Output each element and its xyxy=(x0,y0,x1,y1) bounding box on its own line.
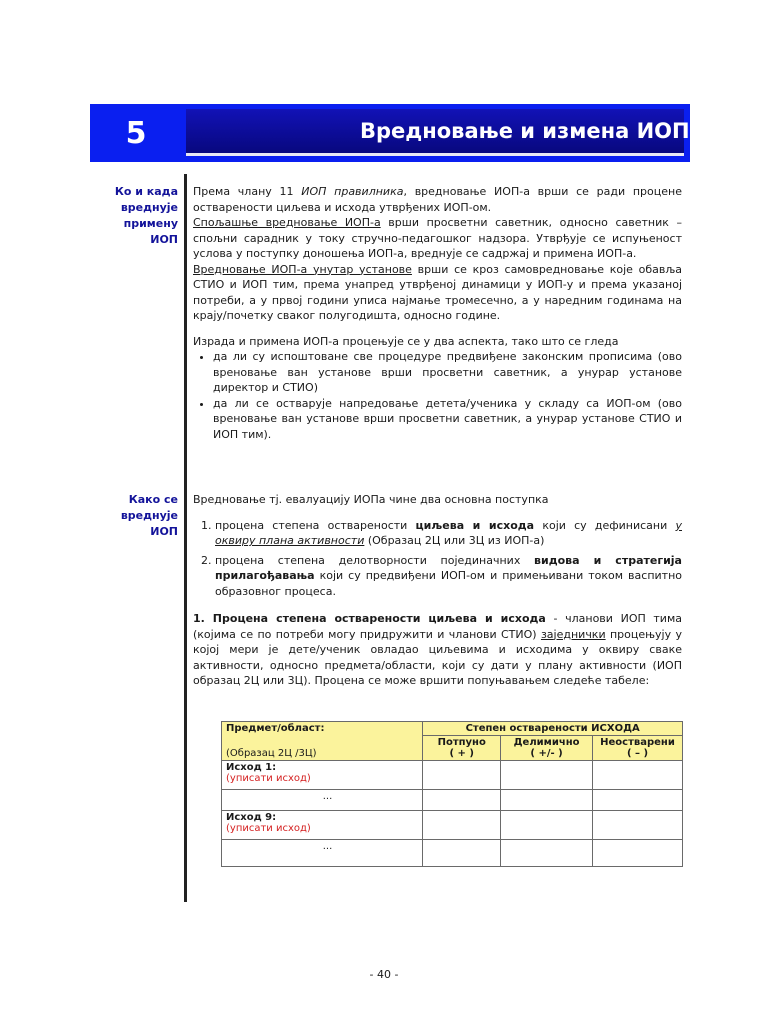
text: (Образац 2Ц или 3Ц из ИОП-а) xyxy=(364,534,545,547)
list-item: • да ли су испоштоване све процедуре предвиђене законским прописима (ово вреновање ван установе врши просветни саветник, а унурар установе директор и СТИО) xyxy=(213,349,682,396)
side-label-who-when xyxy=(96,184,178,248)
form-label: (Образац 2Ц /3Ц) xyxy=(226,748,317,759)
page-number: - 40 - xyxy=(369,968,399,981)
col-symbol: ( +/- ) xyxy=(530,748,563,759)
text: процена степена делотворности појединачних xyxy=(215,553,535,567)
outcomes-table xyxy=(221,721,683,867)
section-how xyxy=(193,492,682,689)
table-cell xyxy=(593,811,683,840)
text: видова и стратегија прилагођавања xyxy=(215,553,682,582)
text: - чланови ИОП тима (којима се по потреби могу придружити и чланови СТИО) xyxy=(193,612,682,641)
list-item xyxy=(215,518,682,549)
internal-evaluation-term: Вредновање ИОП-а унутар установе xyxy=(193,262,412,276)
side-label-line: Како се xyxy=(128,493,178,506)
table-cell xyxy=(501,840,593,867)
table-cell xyxy=(501,811,593,840)
outcome-hint: (уписати исход) xyxy=(226,823,311,834)
paragraph xyxy=(193,184,682,215)
paragraph xyxy=(193,262,682,324)
rulebook-ref: ИОП правилника xyxy=(301,185,404,198)
col-partial xyxy=(501,736,593,761)
table-header-row xyxy=(222,722,683,736)
side-label-line: ИОП xyxy=(150,525,178,538)
side-label-how xyxy=(96,492,178,540)
col-symbol: ( – ) xyxy=(626,748,649,759)
list-item xyxy=(215,553,682,600)
procedure-list xyxy=(193,518,682,600)
paragraph: Израда и примена ИОП-а процењује се у два аспекта, тако што се гледа xyxy=(193,334,619,348)
chapter-header xyxy=(90,104,713,162)
side-label-line: ИОП xyxy=(150,233,178,246)
table-cell xyxy=(423,840,501,867)
paragraph xyxy=(193,611,682,689)
table-row xyxy=(222,790,683,811)
group-header: Степен остварености ИСХОДА xyxy=(423,722,683,736)
side-label-line: вреднује xyxy=(120,201,178,214)
outcome-label: Исход 9: xyxy=(226,812,277,823)
table-cell xyxy=(593,790,683,811)
external-evaluation-term: Спољашње вредновање ИОП-а xyxy=(193,216,381,229)
col-label: Неостварени xyxy=(600,737,675,748)
chapter-number: 5 xyxy=(125,115,147,151)
col-label: Делимично xyxy=(513,737,580,748)
chapter-title: Вредновање и измена ИОП-а xyxy=(360,119,713,143)
table-cell xyxy=(423,761,501,790)
list-item: • да ли се остварује напредовање детета/ученика у складу са ИОП-ом (ово вреновање ван установе врши просветни саветник, а унурар установе СТИО и ИОП тим). xyxy=(213,396,682,443)
section-who-when xyxy=(193,184,682,442)
text: 1. Процена степена остварености циљева и исхода xyxy=(193,612,546,625)
ellipsis-cell: ... xyxy=(222,840,423,867)
text: процена степена остварености xyxy=(215,518,416,532)
outcome-cell xyxy=(222,811,423,840)
chapter-title-bar xyxy=(186,109,713,156)
subject-label: Предмет/област: xyxy=(226,723,325,734)
col-full xyxy=(423,736,501,761)
text: , вредновање ИОП-а врши се ради процене остварености циљева и исхода утврђених ИОП-ом. xyxy=(193,185,682,214)
col-not-achieved xyxy=(593,736,683,761)
side-label-line: примену xyxy=(123,217,178,230)
col-label: Потпуно xyxy=(437,737,486,748)
text: који су предвиђени ИОП-ом и примењивани током васпитно образовног процеса. xyxy=(215,569,682,598)
subject-header-cell xyxy=(222,722,423,761)
text: врши се кроз самовредновање које обавља СТИО и ИОП тим, према унапред утврђеној динамици у ИОП-у и према указаној потреби, а у првој години уписа најмање тромесечно, а у наредним годинама на крају/почетку сваког полугодишта, односно године. xyxy=(193,262,683,322)
outcome-hint: (уписати исход) xyxy=(226,773,311,784)
side-label-line: вреднује xyxy=(120,509,178,522)
margin-rule xyxy=(184,174,187,902)
table-cell xyxy=(423,790,501,811)
table-cell xyxy=(501,761,593,790)
text: заједнички xyxy=(540,627,606,641)
table-cell xyxy=(593,840,683,867)
table-cell xyxy=(501,790,593,811)
table-row xyxy=(222,761,683,790)
text: процењују у којој мери је дете/ученик овладао циљевима и исходима у оквиру сваке активности, односно предмета/области, који су дати у плану активности (ИОП образац 2Ц или 3Ц). Процена се може вршити попуњавањем следеће табеле: xyxy=(193,627,682,687)
outcome-label: Исход 1: xyxy=(226,762,277,773)
outcome-cell xyxy=(222,761,423,790)
table-cell xyxy=(593,761,683,790)
text: врши просветни саветник, односно саветник – спољни сарадник у току стручно-педагошког надзора. Утврђује се испуњеност услова у поступку доношења ИОП-а, вреднује се садржај и примена ИОП-а. xyxy=(193,216,682,260)
table-row xyxy=(222,840,683,867)
aspect-list xyxy=(193,349,682,442)
text: Према члану 11 xyxy=(193,185,302,198)
table-cell xyxy=(423,811,501,840)
table-row xyxy=(222,811,683,840)
text: циљева и исхода xyxy=(415,518,535,532)
paragraph xyxy=(193,215,682,262)
text: који су дефинисани xyxy=(534,518,676,532)
text: у оквиру плана активности xyxy=(215,518,682,547)
col-symbol: ( + ) xyxy=(449,748,474,759)
paragraph: Вредновање тј. евалуацију ИОПа чине два основна поступка xyxy=(193,493,549,506)
side-label-line: Ко и када xyxy=(114,185,178,198)
ellipsis-cell: ... xyxy=(222,790,423,811)
